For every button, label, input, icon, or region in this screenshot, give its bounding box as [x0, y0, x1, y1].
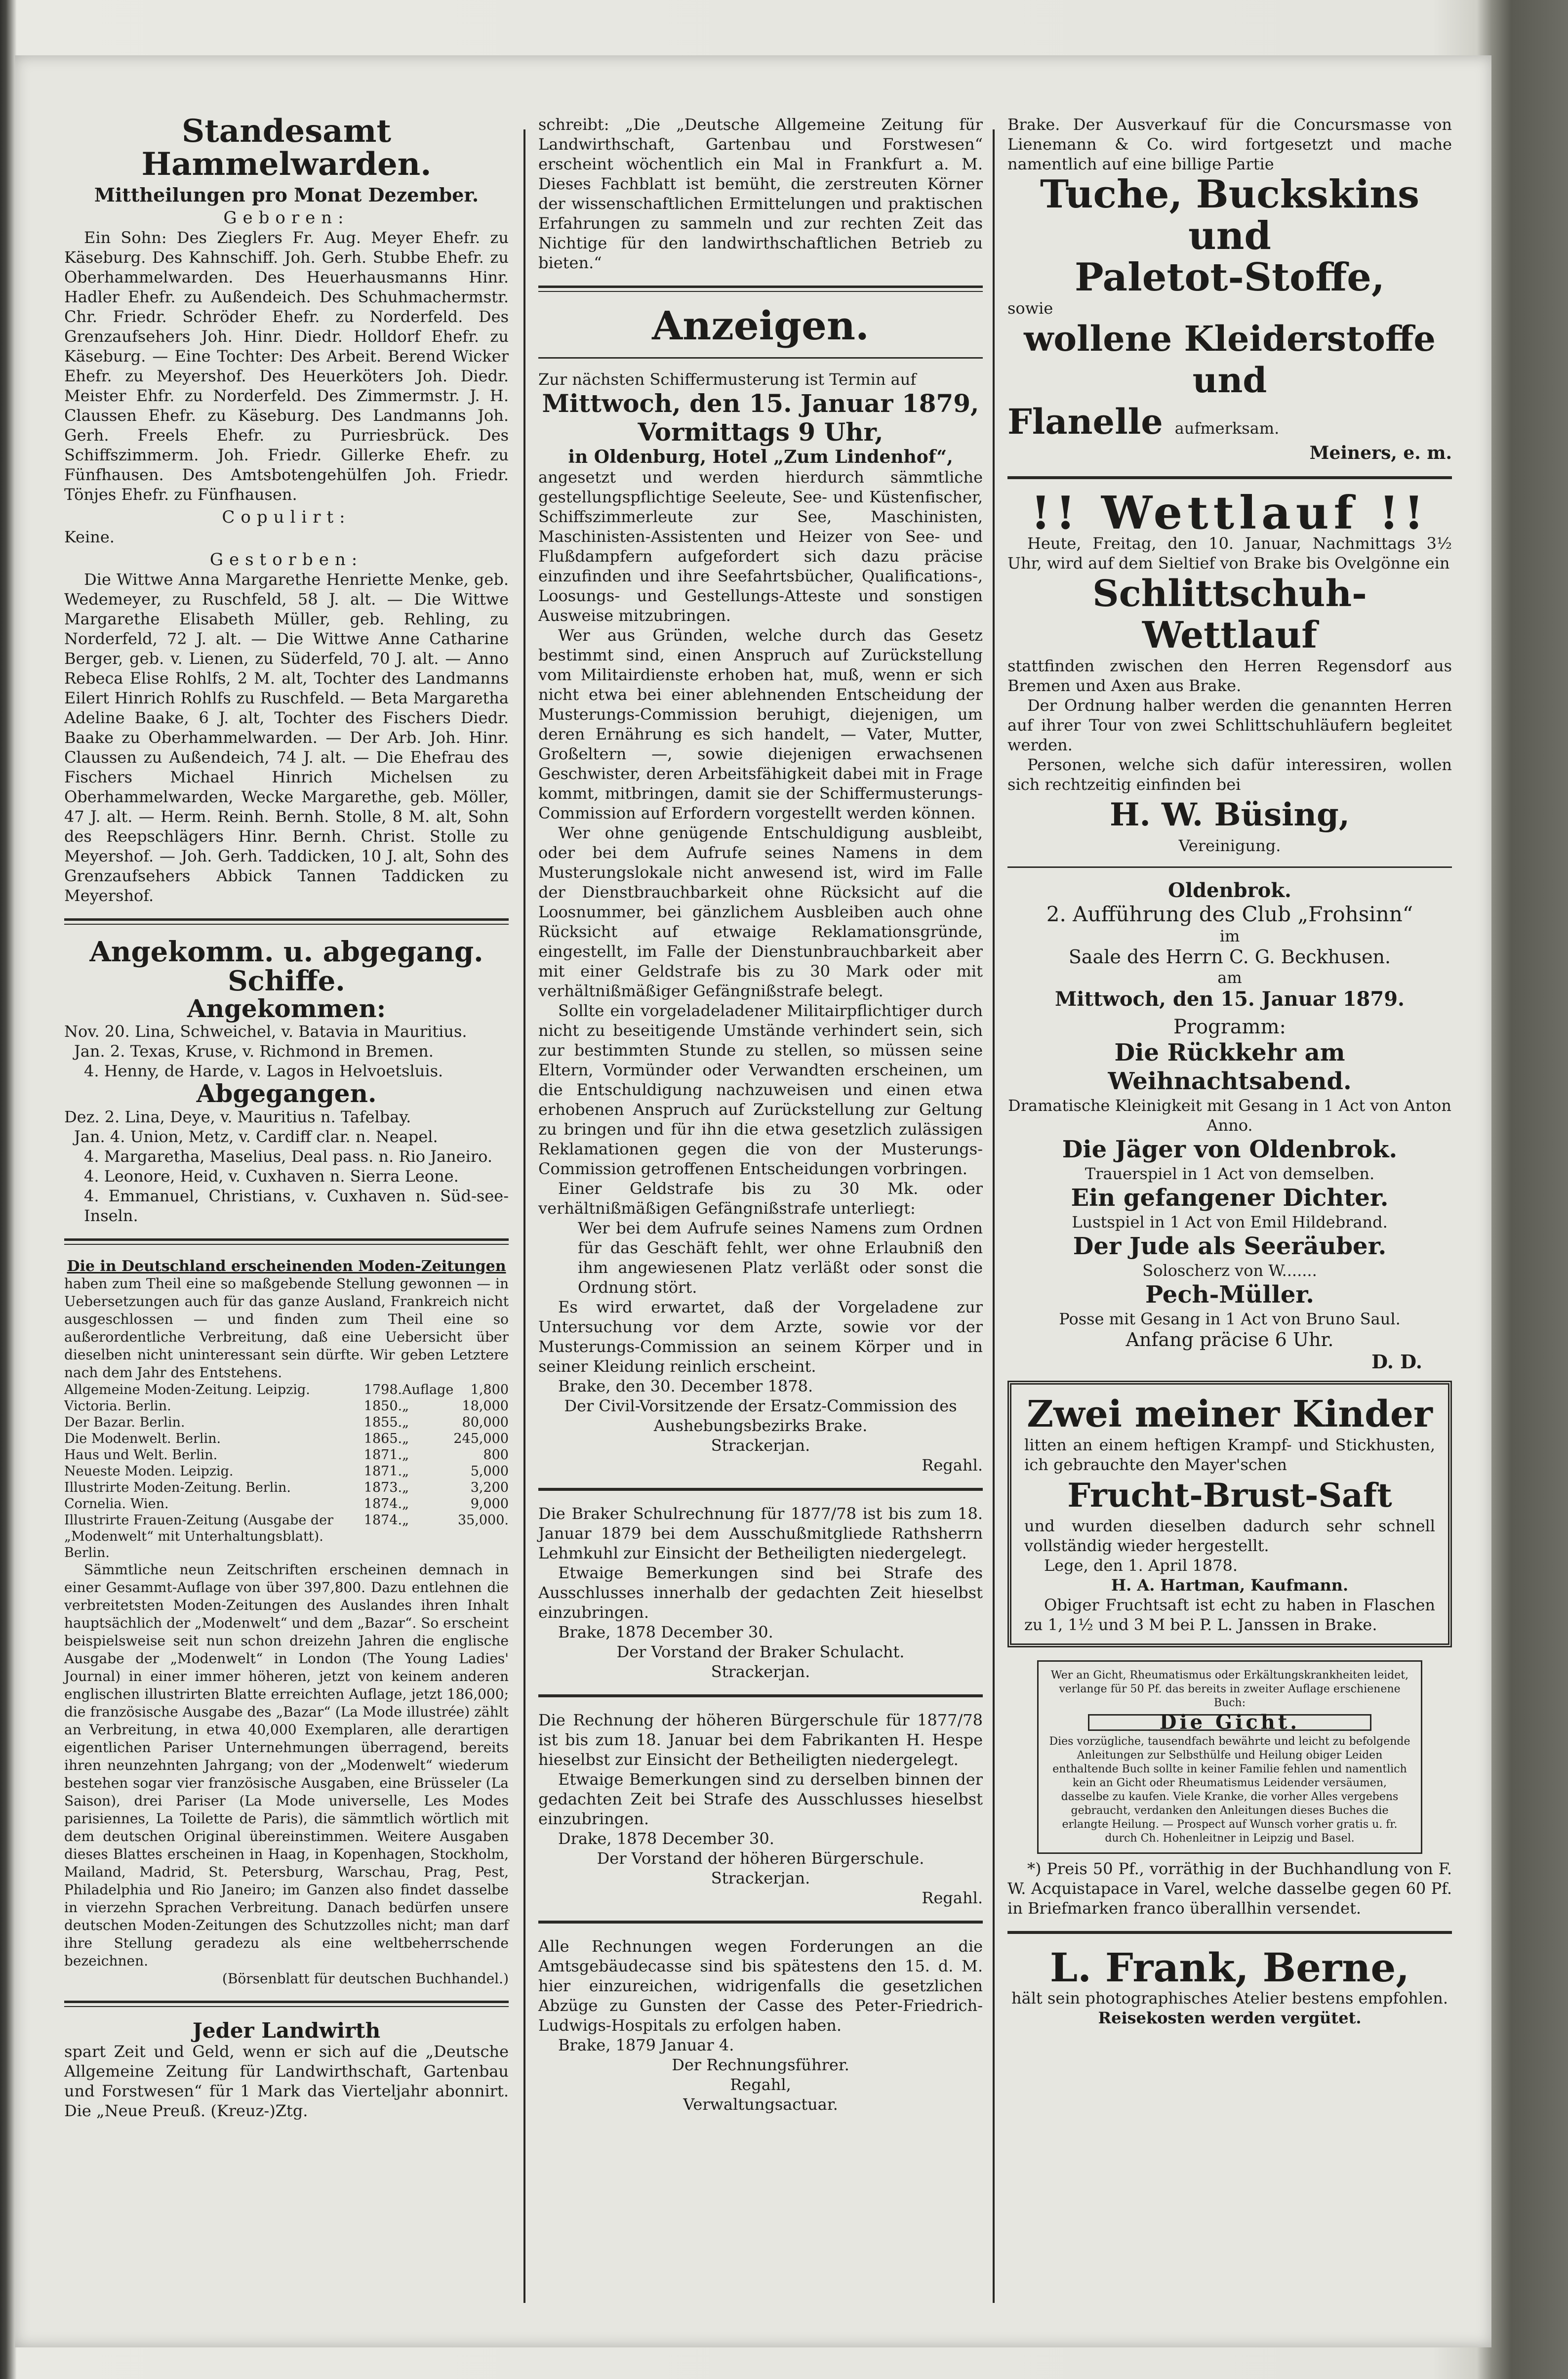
muster-paragraph: Wer bei dem Aufrufe seines Namens zum Ordnen für das Geschäft fehlt, wer ohne Erlaubniß den ihm angewiesenen Platz verläßt oder sonst die Ordnung stört. [578, 1219, 983, 1297]
buerger-signature: Regahl. [922, 1888, 983, 1907]
table-cell: „ [402, 1496, 409, 1512]
muster-paragraph: Wer aus Gründen, welche durch das Gesetz bestimmt sind, einen Anspruch auf Zurückstellung vom Militairdienste erhoben hat, muß, wenn er sich nicht etwa bei einer ablehnenden Entscheidung der Musterungs-Commission beruhigt, diejenigen, um deren Ernährung es sich handelt, — Vater, Mutter, Großeltern —, sowie diejenigen erwachsenen Geschwister, deren Arbeitsfähigkeit dabei mit in Frage kommt, mitbringen, damit sie der Schiffermusterungs-Commission auf Erfordern vorgestellt werden können. [538, 626, 983, 822]
gicht-note: *) Preis 50 Pf., vorräthig in der Buchhandlung von F. W. Acquistapace in Varel, welche dasselbe gegen 60 Pf. in Briefmarken franco überallhin versendet. [1007, 1859, 1452, 1918]
gestorben-text: Die Wittwe Anna Margarethe Henriette Menke, geb. Wedemeyer, zu Ruschfeld, 58 J. alt. — Die Wittwe Margarethe Elisabeth Müller, geb. Rehling, zu Norderfeld, 72 J. alt. — Die Wittwe Anne Catharine Berger, geb. v. Lienen, zu Süderfeld, 70 J. alt. — Anno Rebeca Elise Rohlfs, 2 M. alt, Tochter des Landmanns Eilert Hinrich Rohlfs zu Ruschfeld. — Beta Margaretha Adeline Baake, 6 J. alt, Tochter des Fischers Diedr. Baake zu Oberhammelwarden. — Der Arb. Joh. Hinr. Claussen zu Außendeich, 74 J. alt. — Die Ehefrau des Fischers Michael Hinrich Michelsen zu Oberhammelwarden, Wecke Margarethe, geb. Möller, 47 J. alt. — Herm. Reinh. Bernh. Stolle, 8 M. alt, Sohn des Reepschlägers Hinr. Bernh. Christ. Stolle zu Meyershof. — Joh. Gerh. Taddicken, 10 J. alt, Sohn des Grenzaufsehers Abbick Tannen Taddicken zu Meyershof. [64, 570, 509, 905]
anzeigen-title: Anzeigen. [652, 302, 869, 349]
muster-date-line: Brake, den 30. December 1878. [558, 1377, 813, 1395]
section-rule [538, 1488, 983, 1491]
moden-source: (Börsenblatt für deutschen Buchhandel.) [222, 1970, 509, 1987]
section-rule [538, 1694, 983, 1697]
table-row [64, 1414, 509, 1431]
hartman-signature: H. A. Hartman, Kaufmann. [1111, 1576, 1349, 1595]
table-cell: Haus und Welt. Berlin. [64, 1447, 218, 1463]
list-item: 4. Emmanuel, Christians, v. Cuxhaven n. Süd-see-Inseln. [84, 1186, 509, 1225]
kinder-text: Obiger Fruchtsaft ist echt zu haben in Flaschen zu 1, 1½ und 3 M bei P. L. Janssen in Brake. [1024, 1596, 1435, 1634]
ausverkauf-tuche: Tuche, Buckskins und [1040, 172, 1420, 258]
table-cell: 1871. [363, 1447, 402, 1463]
wettlauf-title: !! Wettlauf !! [1031, 486, 1429, 539]
muster-signature: Regahl. [922, 1456, 983, 1475]
buerger-signature: Strackerjan. [711, 1869, 810, 1887]
list-item: Jan. 4. Union, Metz, v. Cardiff clar. n. Neapel. [74, 1127, 438, 1146]
table-row [64, 1496, 509, 1512]
geboren-heading: Geboren: [223, 208, 350, 228]
column-middle [538, 115, 983, 2114]
programm-item: Die Rückkehr am Weihnachtsabend. [1108, 1039, 1352, 1095]
table-cell: 1871. [363, 1463, 402, 1479]
table-cell: Der Bazar. Berlin. [64, 1414, 185, 1430]
schul-signature: Der Vorstand der Braker Schulacht. [616, 1642, 905, 1661]
section-rule [64, 2001, 509, 2007]
frank-text: Reisekosten werden vergütet. [1098, 2009, 1362, 2027]
muster-paragraph: angesetzt und werden hierdurch sämmtliche gestellungspflichtige Seeleute, See- und Küstenfischer, Schiffszimmerleute zur See, Maschinisten, Maschinisten-Assistenten und Heizer von See- und Flußdampfern aufgefordert sich dazu präcise einzufinden und ihre Seefahrtsbücher, Qualifications-, Loosungs- und Gestellungs-Atteste und sonstigen Ausweise mitzubringen. [538, 468, 983, 625]
kinder-text: und wurden dieselben dadurch sehr schnell vollständig wieder hergestellt. [1024, 1517, 1435, 1555]
section-rule [538, 357, 983, 359]
programm-item-sub: Posse mit Gesang in 1 Act von Bruno Saul. [1059, 1310, 1401, 1328]
muster-place: in Oldenburg, Hotel „Zum Lindenhof“, [568, 447, 953, 467]
section-rule [1007, 1931, 1452, 1934]
table-cell: „ [402, 1431, 409, 1446]
programm-item: Pech-Müller. [1145, 1281, 1315, 1309]
section-rule [64, 918, 509, 925]
buerger-date: Drake, 1878 December 30. [558, 1829, 774, 1848]
programm-heading: Programm: [1173, 1016, 1287, 1038]
standesamt-title: Standesamt Hammelwarden. [141, 113, 432, 183]
gicht-ad-box [1037, 1660, 1422, 1854]
angekommen-list [64, 1022, 509, 1081]
table-cell: 1865. [363, 1431, 402, 1446]
list-item: 4. Leonore, Heid, v. Cuxhaven n. Sierra Leone. [84, 1166, 459, 1186]
oldenbrok-heading: Oldenbrok. [1168, 879, 1291, 902]
buesing-signature: H. W. Büsing, [1109, 796, 1350, 833]
copulirt-text: Keine. [64, 528, 115, 547]
section-rule [1007, 866, 1452, 868]
programm-item-sub: Dramatische Kleinigkeit mit Gesang in 1 Act von Anton Anno. [1008, 1096, 1451, 1135]
muster-paragraph: Einer Geldstrafe bis zu 30 Mk. oder verhältnißmäßigen Gefängnißstrafe unterliegt: [538, 1179, 983, 1218]
table-cell: 1855. [363, 1414, 402, 1430]
table-cell: 800 [483, 1447, 509, 1463]
ausverkauf-sowie: sowie [1007, 299, 1053, 318]
frohsinn-am: am [1217, 968, 1242, 987]
frank-title: L. Frank, Berne, [1049, 1944, 1410, 1991]
column-left [64, 115, 509, 2121]
table-cell: 3,200 [470, 1479, 509, 1495]
schul-text: Etwaige Bemerkungen sind bei Strafe des Ausschlusses innerhalb der gedachten Zeit hieselbst einzubringen. [538, 1563, 983, 1622]
gicht-intro: Wer an Gicht, Rheumatismus oder Erkältungskrankheiten leidet, verlange für 50 Pf. das bereits in zweiter Auflage erschienene Buch: [1050, 1669, 1409, 1709]
table-cell: „ [402, 1447, 409, 1463]
table-cell: Illustrirte Frauen-Zeitung (Ausgabe der „Modenwelt“ mit Unterhaltungsblatt). Berlin. [64, 1512, 334, 1560]
frohsinn-date: Mittwoch, den 15. Januar 1879. [1055, 987, 1405, 1011]
gicht-title: Die Gicht. [1088, 1714, 1371, 1731]
list-item: 4. Henny, de Harde, v. Lagos in Helvoetsluis. [84, 1062, 443, 1081]
buesing-sub: Vereinigung. [1178, 836, 1281, 855]
table-row [64, 1463, 509, 1479]
table-cell: „ [402, 1463, 409, 1479]
gestorben-heading: Gestorben: [209, 550, 363, 570]
wettlauf-text: stattfinden zwischen den Herren Regensdorf aus Bremen und Axen aus Brake. [1007, 656, 1452, 695]
muster-paragraph: Sollte ein vorgeladeladener Militairpflichtiger durch nicht zu beseitigende Umstände verhindert sein, sich zur bestimmten Stunde zu stellen, so müssen seine Eltern, Vormünder oder Verwandten erscheinen, um die Entschuldigung nachzuweisen und einen etwa erhobenen Anspruch auf Zurückstellung zur Geltung zu bringen und für ihn die etwa gesetzlich zulässigen Reklamationen gegen die von der Musterungs-Commission getroffenen Entscheidungen vorbringen. [538, 1001, 983, 1178]
abgegangen-list [64, 1107, 509, 1226]
schiffe-title: Angekomm. u. abgegang. Schiffe. [89, 936, 483, 998]
rechnung-signature: Der Rechnungsführer. [672, 2055, 849, 2074]
gicht-text: Dies vorzügliche, tausendfach bewährte und leicht zu befolgende Anleitungen zur Selbsthülfe und Heilung obiger Leiden enthaltende Buch sollte in keiner Familie fehlen und namentlich kein an Gicht oder Rheumatismus Leidender versäumen, dasselbe zu kaufen. Viele Kranke, die vorher Alles vergebens gebraucht, verdanken den Anleitungen dieses Buches die erlangte Heilung. — Prospect auf Wunsch vorher gratis u. fr. durch Ch. Hohenleitner in Leipzig und Basel. [1049, 1735, 1410, 1845]
schul-signature: Strackerjan. [711, 1662, 810, 1681]
buerger-signature: Der Vorstand der höheren Bürgerschule. [597, 1849, 925, 1868]
kinder-text: litten an einem heftigen Krampf- und Stickhusten, ich gebrauchte den Mayer'schen [1024, 1436, 1435, 1474]
fruchtbrust-title: Frucht-Brust-Saft [1067, 1476, 1392, 1515]
moden-text: Sämmtliche neun Zeitschriften erscheinen demnach in einer Gesammt-Auflage von über 397,800. Dazu entlehnen die verbreitetsten Moden-Zeitungen des Auslandes ihren Inhalt hauptsächlich der „Modenwelt“ und dem „Bazar“. So erscheint beispielsweise seit nun schon dreizehn Jahren die englische Ausgabe der „Modenwelt“ in London (The Young Ladies' Journal) in einer immer höheren, jetzt von keinem anderen englischen illustrirten Blatte erreichten Auflage, jetzt 186,000; die französische Ausgabe des „Bazar“ (La Mode illustrée) zählt an Verbreitung, in etwa 40,000 Exemplaren, alle derartigen eigentlichen Pariser Unternehmungen überragend, bereits ihren neunzehnten Jahrgang; von der „Modenwelt“ wiederum bestehen sogar vier französische Ausgaben, eine Brüsseler (La Saison), drei Pariser (La Mode universelle, Les Modes parisiennes, La Toilette de Paris), die sämmtlich wörtlich mit dem deutschen Original übereinstimmen. Weitere Ausgaben dieses Blattes erscheinen in Haag, in Kopenhagen, Stockholm, Mailand, Madrid, St. Petersburg, Warschau, Prag, Pest, Philadelphia und Rio Janeiro; im Ganzen also findet dasselbe in vierzehn Sprachen Verbreitung. Danach bedürfen unsere deutschen Moden-Zeitungen des Schutzzolles nicht; man darf ihre Stellung geradezu als eine weltbeherrschende bezeichnen. [64, 1561, 509, 1969]
section-rule [538, 1921, 983, 1924]
column-divider [523, 129, 525, 2303]
copulirt-heading: Copulirt: [222, 507, 351, 528]
geboren-text: Ein Sohn: Des Zieglers Fr. Aug. Meyer Ehefr. zu Käseburg. Des Kahnschiff. Joh. Gerh. Stubbe Ehefr. zu Oberhammelwarden. Des Heuerhausmanns Hinr. Hadler Ehefr. zu Außendeich. Des Schuhmachermstr. Chr. Friedr. Schröder Ehefr. zu Norderfeld. Des Grenzaufsehers Joh. Hinr. Diedr. Holldorf Ehefr. zu Käseburg. — Eine Tochter: Des Arbeit. Berend Wicker Ehefr. zu Meyershof. Des Heuerköters Joh. Diedr. Meister Ehfr. zu Norderfeld. Des Zimmermstr. J. H. Claussen Ehefr. zu Käseburg. Des Landmanns Joh. Gerh. Freels Ehefr. zu Purriesbrück. Des Schiffszimmerm. Joh. Friedr. Gillerke Ehefr. zu Fünfhausen. Des Amtsbotengehülfen Joh. Friedr. Tönjes Ehefr. zu Fünfhausen. [64, 228, 509, 504]
table-cell: Auflage [402, 1382, 454, 1397]
rechnung-text: Alle Rechnungen wegen Forderungen an die Amtsgebäudecasse sind bis spätestens den 15. d. M. hier einzureichen, widrigenfalls die gesetzlichen Abzüge zu Gunsten der Casse des Peter-Friedrich-Ludwigs-Hospitals zu erfolgen haben. [538, 1937, 983, 2035]
table-cell: 1873. [363, 1479, 402, 1495]
list-item: 4. Margaretha, Maselius, Deal pass. n. Rio Janeiro. [84, 1147, 492, 1166]
wettlauf-text: Heute, Freitag, den 10. Januar, Nachmittags 3½ Uhr, wird auf dem Sieltief von Brake bis Ovelgönne ein [1007, 534, 1452, 573]
table-cell: 1874. [363, 1496, 402, 1512]
muster-signature: Der Civil-Vorsitzende der Ersatz-Commission des Aushebungsbezirks Brake. [564, 1396, 957, 1435]
ausverkauf-paletot: Paletot-Stoffe, [1075, 255, 1385, 300]
ausverkauf-flanelle: Flanelle [1007, 401, 1163, 442]
frohsinn-im: im [1219, 927, 1240, 945]
ausverkauf-flanelle-row [1007, 401, 1452, 443]
table-row [64, 1447, 509, 1463]
table-cell: 35,000. [457, 1512, 509, 1528]
muster-date: Mittwoch, den 15. Januar 1879, [542, 389, 979, 418]
programm-item-sub: Trauerspiel in 1 Act von demselben. [1085, 1164, 1375, 1183]
muster-paragraph: Es wird erwartet, daß der Vorgeladene zur Untersuchung vor dem Arzte, sowie vor der Musterungs-Commission an seinem Körper und in seiner Kleidung reinlich erscheint. [538, 1298, 983, 1376]
abgegangen-heading: Abgegangen. [196, 1079, 377, 1108]
table-cell: 245,000 [453, 1431, 509, 1446]
standesamt-subtitle: Mittheilungen pro Monat Dezember. [94, 184, 479, 206]
anfang-text: Anfang präcise 6 Uhr. [1126, 1329, 1334, 1351]
moden-intro: haben zum Theil eine so maßgebende Stellung gewonnen — in Uebersetzungen auch für das ganze Ausland, Frankreich nicht ausgeschlossen — und finden zum Theil eine so außerordentliche Verbreitung, daß eine Uebersicht über dieselben nicht uninteressant sein dürfte. Wir geben Letztere nach dem Jahr des Entstehens. [64, 1275, 509, 1381]
angekommen-heading: Angekommen: [187, 993, 386, 1023]
landwirth-text: spart Zeit und Geld, wenn er sich auf die „Deutsche Allgemeine Zeitung für Landwirthschaft, Gartenbau und Forstwesen“ für 1 Mark das Vierteljahr abonnirt. Die „Neue Preuß. (Kreuz-)Ztg. [64, 2042, 509, 2121]
muster-time: Vormittags 9 Uhr, [638, 417, 884, 447]
table-cell: 18,000 [462, 1398, 509, 1414]
buerger-text: Etwaige Bemerkungen sind zu derselben binnen der gedachten Zeit bei Strafe des Ausschlusses hieselbst einzubringen. [538, 1770, 983, 1828]
moden-table [64, 1382, 509, 1561]
table-cell: Allgemeine Moden-Zeitung. Leipzig. [64, 1382, 310, 1397]
table-cell: „ [402, 1512, 409, 1528]
ausverkauf-aufmerksam: aufmerksam. [1174, 419, 1280, 438]
table-cell: Illustrirte Moden-Zeitung. Berlin. [64, 1479, 291, 1495]
moden-title: Die in Deutschland erscheinenden Moden-Zeitungen [67, 1257, 506, 1275]
landwirth-title: Jeder Landwirth [192, 2018, 381, 2043]
table-cell: Victoria. Berlin. [64, 1398, 171, 1414]
list-item: Jan. 2. Texas, Kruse, v. Richmond in Bremen. [74, 1042, 434, 1061]
rechnung-date: Brake, 1879 Januar 4. [558, 2036, 734, 2054]
programm-item: Der Jude als Seeräuber. [1073, 1232, 1387, 1260]
table-row [64, 1479, 509, 1496]
section-rule [1007, 476, 1452, 479]
muster-intro: Zur nächsten Schiffermusterung ist Termin auf [538, 370, 917, 389]
programm-item: Die Jäger von Oldenbrok. [1062, 1136, 1398, 1163]
table-row [64, 1382, 509, 1398]
ausverkauf-text: Brake. Der Ausverkauf für die Concursmasse von Lienemann & Co. wird fortgesetzt und mache namentlich auf eine billige Partie [1007, 115, 1452, 173]
programm-item-sub: Lustspiel in 1 Act von Emil Hildebrand. [1072, 1213, 1388, 1231]
frohsinn-heading: 2. Aufführung des Club „Frohsinn“ [1046, 902, 1413, 926]
table-cell: Cornelia. Wien. [64, 1496, 169, 1512]
list-item: Nov. 20. Lina, Schweichel, v. Batavia in Mauritius. [64, 1022, 467, 1041]
table-row [64, 1512, 509, 1561]
muster-paragraph: Wer ohne genügende Entschuldigung ausbleibt, oder bei dem Aufrufe seines Namens in dem Musterungslokale nicht anwesend ist, wird im Falle der Dienstbrauchbarkeit ohne Rücksicht auf die Loosnummer, bei gänzlichem Ausbleiben auch ohne Rücksicht auf etwaige Reklamationsgründe, eingestellt, im Falle der Dienstunbrauchbarkeit aber mit einer Geldstrafe bis zu 30 Mark oder mit verhältnißmäßiger Gefängnißstrafe belegt. [538, 823, 983, 1000]
column-right [1007, 115, 1452, 2028]
table-cell: 1874. [363, 1512, 402, 1528]
muster-signature: Strackerjan. [711, 1436, 810, 1455]
schlittschuh-title: Schlittschuh-Wettlauf [1092, 573, 1367, 656]
dd-signature: D. D. [1371, 1351, 1422, 1373]
table-cell: 5,000 [470, 1463, 509, 1479]
programm-item: Ein gefangener Dichter. [1071, 1184, 1389, 1212]
schul-text: Die Braker Schulrechnung für 1877/78 ist bis zum 18. Januar 1879 bei dem Ausschußmitgliede Rathsherrn Lehmkuhl zur Einsicht der Betheiligten niedergelegt. [538, 1504, 983, 1562]
table-cell: „ [402, 1414, 409, 1430]
table-cell: 80,000 [462, 1414, 509, 1430]
list-item: Dez. 2. Lina, Deye, v. Mauritius n. Tafelbay. [64, 1107, 411, 1126]
table-cell: 1,800 [470, 1382, 509, 1397]
wettlauf-text: Personen, welche sich dafür interessiren, wollen sich rechtzeitig einfinden bei [1007, 755, 1452, 794]
table-cell: 9,000 [470, 1496, 509, 1512]
frank-text: hält sein photographisches Atelier bestens empfohlen. [1011, 1989, 1448, 2008]
table-row [64, 1431, 509, 1447]
table-row [64, 1398, 509, 1414]
wettlauf-text: Der Ordnung halber werden die genannten Herren auf ihrer Tour von zwei Schlittschuhläufern begleitet werden. [1007, 696, 1452, 754]
zeitung-quote: schreibt: „Die „Deutsche Allgemeine Zeitung für Landwirthschaft, Gartenbau und Forstwesen“ erscheint wöchentlich ein Mal in Frankfurt a. M. Dieses Fachblatt ist bemüht, die zerstreuten Körner der wissenschaftlichen Ermittelungen und praktischen Erfahrungen zu sammeln und zur rechten Zeit das Nichtige für den landwirthschaftlichen Betrieb zu bieten.“ [538, 115, 983, 272]
column-divider [993, 129, 995, 2303]
kinder-title: Zwei meiner Kinder [1027, 1393, 1433, 1436]
table-cell: „ [402, 1479, 409, 1495]
meiners-signature: Meiners, e. m. [1309, 443, 1452, 463]
section-rule [64, 1238, 509, 1245]
ausverkauf-wollene: wollene Kleiderstoffe und [1024, 318, 1436, 401]
table-cell: 1798. [363, 1382, 402, 1397]
kinder-ad-box [1007, 1381, 1452, 1647]
rechnung-signature: Regahl, [730, 2075, 791, 2094]
schul-date: Brake, 1878 December 30. [558, 1623, 773, 1641]
buerger-text: Die Rechnung der höheren Bürgerschule für 1877/78 ist bis zum 18. Januar bei dem Fabrikanten H. Hespe hieselbst zur Einsicht der Betheiligten niedergelegt. [538, 1711, 983, 1769]
table-cell: 1850. [363, 1398, 402, 1414]
table-cell: „ [402, 1398, 409, 1414]
table-cell: Neueste Moden. Leipzig. [64, 1463, 234, 1479]
table-cell: Die Modenwelt. Berlin. [64, 1431, 221, 1446]
kinder-date: Lege, den 1. April 1878. [1044, 1556, 1238, 1575]
section-rule [538, 286, 983, 292]
newspaper-page [15, 55, 1491, 2347]
programm-item-sub: Soloscherz von W....... [1142, 1261, 1317, 1280]
rechnung-signature: Verwaltungsactuar. [683, 2095, 838, 2114]
frohsinn-saale: Saale des Herrn C. G. Beckhusen. [1068, 946, 1391, 968]
